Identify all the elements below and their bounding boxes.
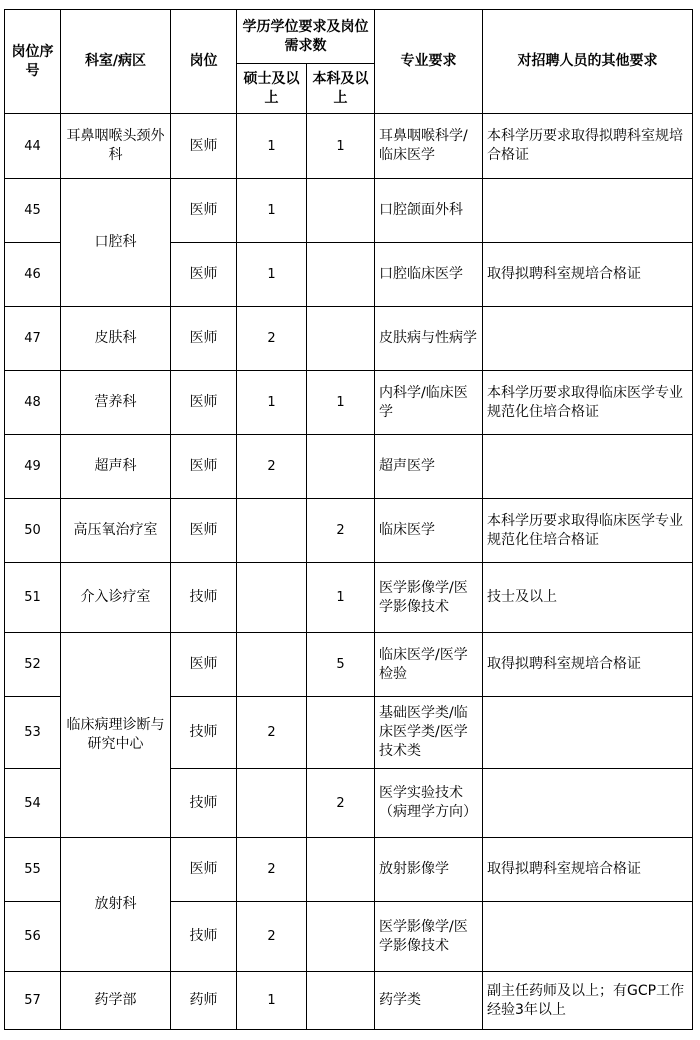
cell-dept: 口腔科: [61, 179, 171, 307]
cell-other: 本科学历要求取得拟聘科室规培合格证: [483, 114, 693, 179]
table-row: [5, 114, 693, 179]
cell-major: 耳鼻咽喉科学/临床医学: [375, 114, 483, 179]
cell-major: 皮肤病与性病学: [375, 307, 483, 371]
cell-seq: 44: [5, 114, 61, 179]
cell-bachelor: [307, 243, 375, 307]
table-row: [5, 499, 693, 563]
cell-seq: 55: [5, 838, 61, 902]
header-row: [5, 10, 693, 64]
cell-seq: 54: [5, 769, 61, 838]
cell-master: 2: [237, 697, 307, 769]
cell-bachelor: [307, 902, 375, 972]
cell-post: 技师: [171, 902, 237, 972]
cell-seq: 47: [5, 307, 61, 371]
cell-bachelor: [307, 435, 375, 499]
cell-other: 取得拟聘科室规培合格证: [483, 633, 693, 697]
cell-major: 药学类: [375, 972, 483, 1030]
table-row: [5, 633, 693, 697]
table-row: [5, 307, 693, 371]
cell-dept: 放射科: [61, 838, 171, 972]
cell-bachelor: 5: [307, 633, 375, 697]
cell-post: 技师: [171, 769, 237, 838]
cell-dept: 皮肤科: [61, 307, 171, 371]
header-other: 对招聘人员的其他要求: [483, 10, 693, 114]
cell-other: [483, 769, 693, 838]
table-row: [5, 563, 693, 633]
cell-other: [483, 902, 693, 972]
cell-bachelor: [307, 972, 375, 1030]
cell-post: 医师: [171, 371, 237, 435]
cell-bachelor: [307, 838, 375, 902]
header-dept: 科室/病区: [61, 10, 171, 114]
cell-post: 药师: [171, 972, 237, 1030]
cell-seq: 52: [5, 633, 61, 697]
cell-master: 1: [237, 179, 307, 243]
cell-post: 医师: [171, 838, 237, 902]
cell-master: [237, 769, 307, 838]
cell-dept: 超声科: [61, 435, 171, 499]
cell-major: 口腔临床医学: [375, 243, 483, 307]
cell-bachelor: [307, 307, 375, 371]
cell-dept: 耳鼻咽喉头颈外科: [61, 114, 171, 179]
table-row: [5, 179, 693, 243]
table-row: [5, 435, 693, 499]
cell-dept: 药学部: [61, 972, 171, 1030]
cell-other: 本科学历要求取得临床医学专业规范化住培合格证: [483, 371, 693, 435]
cell-bachelor: 1: [307, 563, 375, 633]
cell-master: [237, 499, 307, 563]
cell-seq: 49: [5, 435, 61, 499]
cell-dept: 营养科: [61, 371, 171, 435]
cell-bachelor: 1: [307, 371, 375, 435]
cell-seq: 53: [5, 697, 61, 769]
cell-other: 本科学历要求取得临床医学专业规范化住培合格证: [483, 499, 693, 563]
cell-seq: 45: [5, 179, 61, 243]
cell-post: 医师: [171, 499, 237, 563]
cell-post: 医师: [171, 114, 237, 179]
cell-other: [483, 307, 693, 371]
cell-bachelor: 1: [307, 114, 375, 179]
cell-dept: 临床病理诊断与研究中心: [61, 633, 171, 838]
header-major: 专业要求: [375, 10, 483, 114]
cell-post: 医师: [171, 633, 237, 697]
cell-major: 放射影像学: [375, 838, 483, 902]
cell-master: 1: [237, 243, 307, 307]
cell-major: 临床医学: [375, 499, 483, 563]
cell-post: 技师: [171, 563, 237, 633]
cell-other: [483, 435, 693, 499]
cell-master: [237, 563, 307, 633]
header-seq: 岗位序号: [5, 10, 61, 114]
cell-other: [483, 179, 693, 243]
cell-seq: 50: [5, 499, 61, 563]
header-bachelor: 本科及以上: [307, 64, 375, 114]
cell-master: 1: [237, 972, 307, 1030]
cell-major: 医学影像学/医学影像技术: [375, 563, 483, 633]
cell-post: 医师: [171, 243, 237, 307]
cell-major: 医学影像学/医学影像技术: [375, 902, 483, 972]
cell-dept: 高压氧治疗室: [61, 499, 171, 563]
cell-bachelor: [307, 697, 375, 769]
cell-major: 超声医学: [375, 435, 483, 499]
cell-master: [237, 633, 307, 697]
cell-other: 副主任药师及以上；有GCP工作经验3年以上: [483, 972, 693, 1030]
recruitment-table: [4, 9, 693, 1030]
cell-bachelor: 2: [307, 499, 375, 563]
table-row: [5, 972, 693, 1030]
cell-bachelor: 2: [307, 769, 375, 838]
cell-post: 医师: [171, 179, 237, 243]
cell-master: 2: [237, 838, 307, 902]
cell-seq: 46: [5, 243, 61, 307]
cell-bachelor: [307, 179, 375, 243]
cell-dept: 介入诊疗室: [61, 563, 171, 633]
cell-seq: 56: [5, 902, 61, 972]
cell-major: 口腔颌面外科: [375, 179, 483, 243]
cell-major: 医学实验技术（病理学方向）: [375, 769, 483, 838]
header-post: 岗位: [171, 10, 237, 114]
cell-seq: 57: [5, 972, 61, 1030]
cell-other: [483, 697, 693, 769]
cell-master: 1: [237, 371, 307, 435]
cell-master: 1: [237, 114, 307, 179]
cell-major: 临床医学/医学检验: [375, 633, 483, 697]
cell-post: 医师: [171, 435, 237, 499]
cell-post: 医师: [171, 307, 237, 371]
cell-other: 取得拟聘科室规培合格证: [483, 838, 693, 902]
cell-other: 技士及以上: [483, 563, 693, 633]
header-edu-group: 学历学位要求及岗位需求数: [237, 10, 375, 64]
cell-other: 取得拟聘科室规培合格证: [483, 243, 693, 307]
cell-major: 内科学/临床医学: [375, 371, 483, 435]
header-master: 硕士及以上: [237, 64, 307, 114]
cell-major: 基础医学类/临床医学类/医学技术类: [375, 697, 483, 769]
cell-master: 2: [237, 307, 307, 371]
cell-post: 技师: [171, 697, 237, 769]
cell-seq: 51: [5, 563, 61, 633]
cell-master: 2: [237, 435, 307, 499]
cell-master: 2: [237, 902, 307, 972]
cell-seq: 48: [5, 371, 61, 435]
table-row: [5, 838, 693, 902]
table-row: [5, 371, 693, 435]
